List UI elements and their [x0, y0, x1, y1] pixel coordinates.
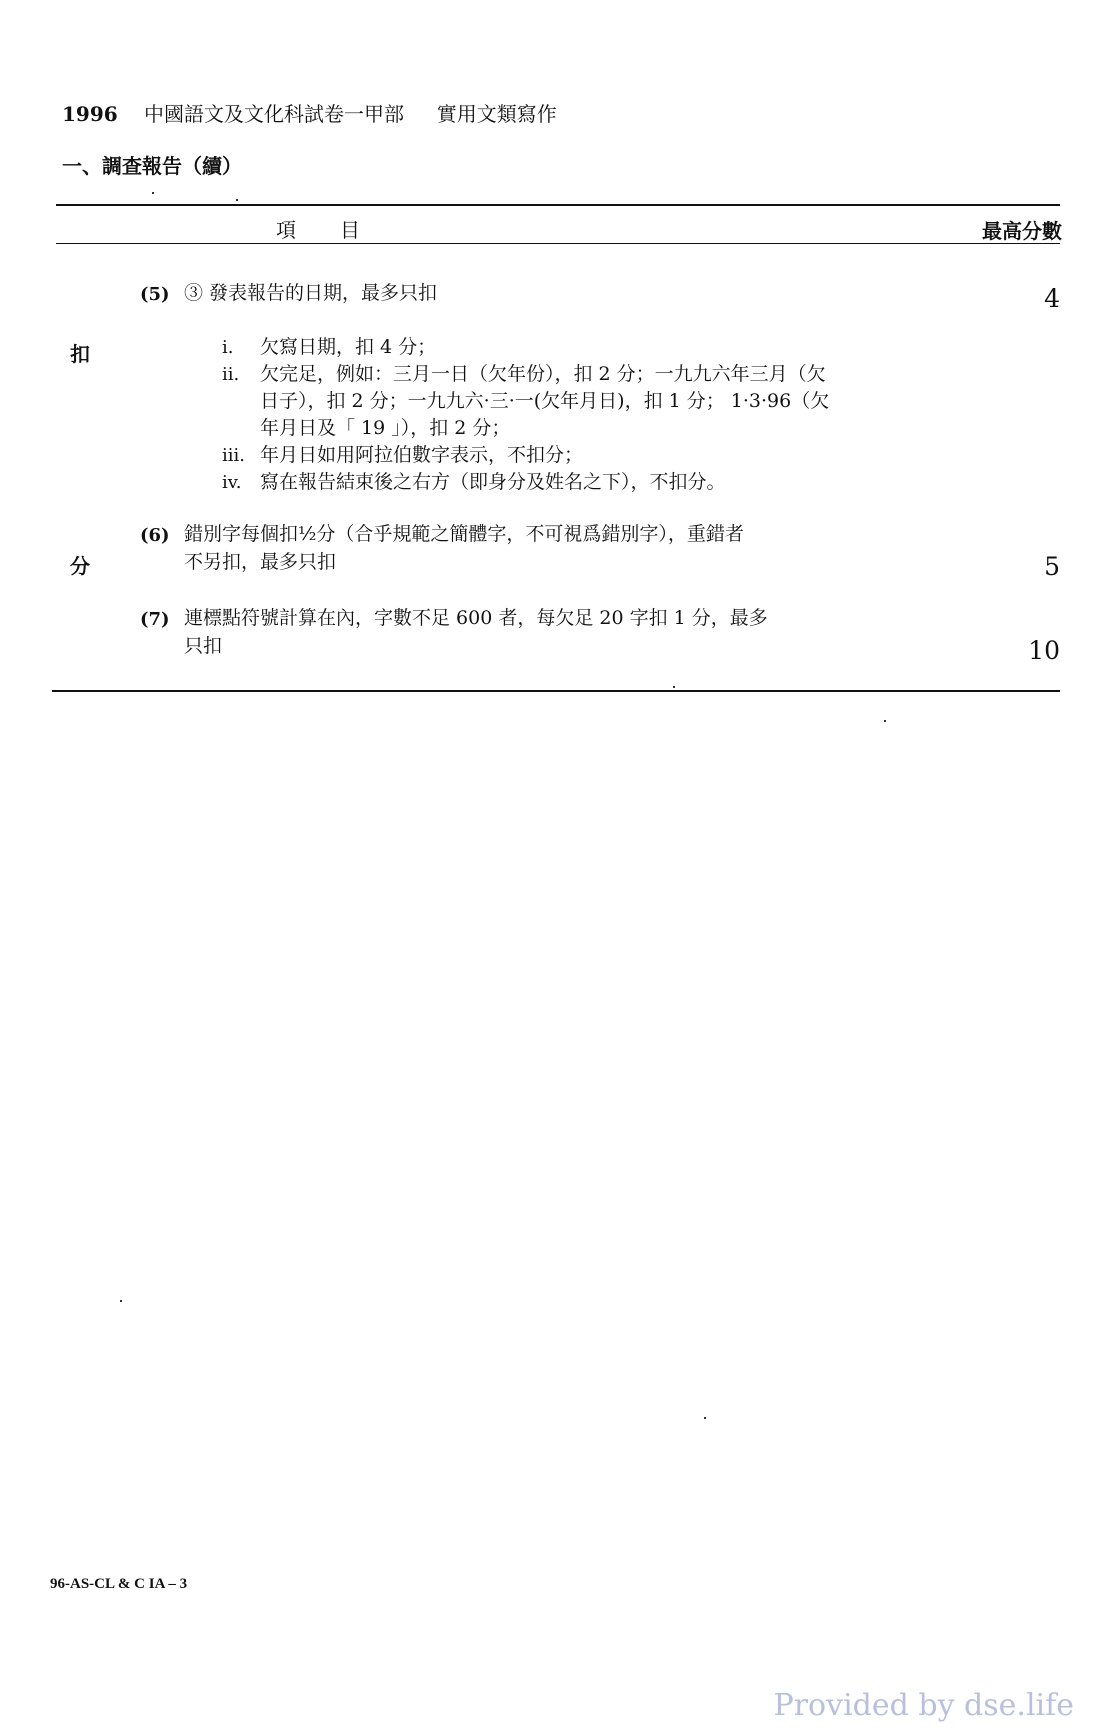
paper-title: 中國語文及文化科試卷一甲部 [144, 102, 405, 126]
row-number: (5) [140, 284, 170, 305]
row-text: 不另扣，最多只扣 [184, 551, 337, 573]
sub-item-number: iii. [222, 445, 245, 466]
paper-code: 96-AS-CL & C IA – 3 [50, 1576, 188, 1592]
sub-item-text: 欠寫日期，扣 4 分； [260, 336, 437, 358]
sub-item-text: 欠完足，例如：三月一日（欠年份），扣 2 分；一九九六年三月（欠 [260, 363, 826, 385]
row-number: (7) [140, 609, 170, 630]
scan-speck [152, 192, 154, 194]
scan-speck [884, 720, 886, 722]
side-label-marks: 分 [70, 554, 90, 578]
row-max-score: 4 [1044, 284, 1060, 313]
row-number: (6) [140, 525, 170, 546]
scan-speck [120, 1300, 122, 1302]
scan-speck [236, 199, 238, 201]
sub-item-number: iv. [222, 472, 242, 493]
row-max-score: 10 [1028, 636, 1060, 665]
row-text: 錯別字每個扣½分（合乎規範之簡體字，不可視爲錯別字），重錯者 [184, 523, 744, 545]
table-header-rule [56, 243, 1060, 244]
row-text: 連標點符號計算在內，字數不足 600 者，每欠足 20 字扣 1 分，最多 [184, 607, 768, 629]
page-header [62, 98, 557, 127]
sub-item-text: 寫在報告結束後之右方（即身分及姓名之下），不扣分。 [260, 471, 726, 493]
paper-section: 實用文類寫作 [436, 102, 557, 126]
credit-watermark: Provided by dse.life [773, 1688, 1074, 1723]
column-header-max-score: 最高分數 [982, 219, 1062, 243]
exam-year: 1996 [62, 102, 118, 126]
sub-item-number: i. [222, 337, 234, 358]
sub-item-text: 日子），扣 2 分；一九九六·三·一(欠年月日)，扣 1 分； 1·3·96（欠 [260, 390, 830, 412]
sub-item-text: 年月日如用阿拉伯數字表示，不扣分； [260, 444, 584, 466]
side-label-deduct: 扣 [70, 342, 90, 366]
row-text: 只扣 [184, 635, 223, 657]
table-bottom-rule [52, 690, 1060, 692]
scan-speck [673, 686, 675, 688]
section-heading: 一、調查報告（續） [62, 154, 242, 178]
column-header-item: 項目 [276, 218, 404, 242]
row-max-score: 5 [1044, 552, 1060, 581]
sub-item-text: 年月日及「 19 」），扣 2 分； [260, 417, 511, 439]
row-text: ③ 發表報告的日期，最多只扣 [184, 282, 438, 304]
scan-speck [704, 1417, 706, 1419]
sub-item-number: ii. [222, 364, 240, 385]
table-top-rule [56, 204, 1060, 206]
